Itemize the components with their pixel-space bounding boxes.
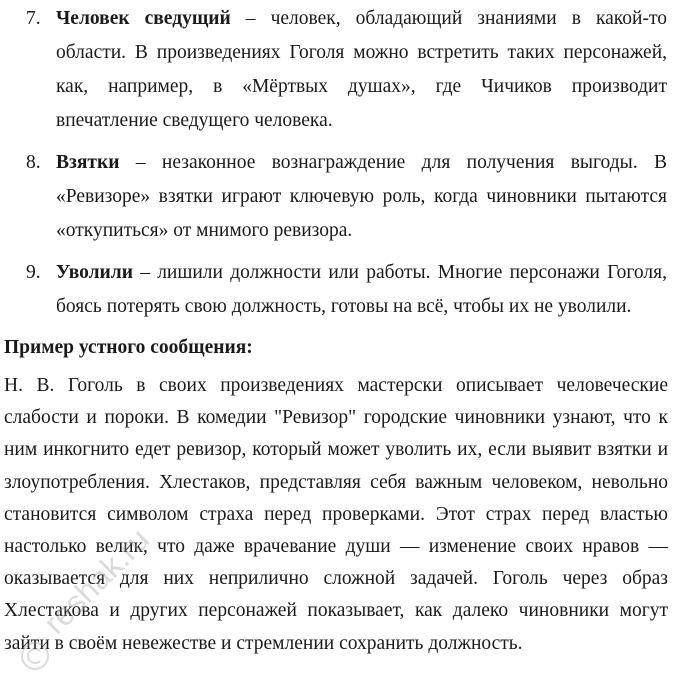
glossary-item-7 xyxy=(0,2,675,138)
glossary-item-8 xyxy=(0,146,675,248)
glossary-term: Человек сведущий xyxy=(56,8,231,29)
section-heading: Пример устного сообщения: xyxy=(4,337,253,358)
item-number: 8. xyxy=(26,152,41,173)
glossary-term: Взятки xyxy=(56,152,120,173)
watermark-text: reshak.ru xyxy=(36,521,157,641)
glossary-definition: – незаконное вознаграждение для получения выгоды. В «Ревизоре» взятки играют ключевую роль, когда чиновники пытаются «откупиться» от мнимого ревизора. xyxy=(56,152,667,241)
glossary-list xyxy=(0,2,675,324)
glossary-item-9 xyxy=(0,256,675,324)
glossary-term: Уволили xyxy=(56,262,133,283)
item-number: 7. xyxy=(26,8,41,29)
item-number: 9. xyxy=(26,262,41,283)
glossary-definition: – лишили должности или работы. Многие персонажи Гоголя, боясь потерять свою должность, готовы на всё, чтобы их не уволили. xyxy=(56,262,667,317)
oral-message-paragraph: Н. В. Гоголь в своих произведениях мастерски описывает человеческие слабости и пороки. В комедии "Ревизор" городские чиновники узнают, что к ним инкогнито едет ревизор, который может уволить их, если выявит взятки и злоупотребления. Хлестаков, представляя себя важным человеком, невольно становится символом страха перед проверками. Этот страх перед властью настолько велик, что даже врачевание души — изменение своих нравов — оказывается для них неприлично сложной задачей. Гоголь через образ Хлестакова и других персонажей показывает, как далеко чиновники могут зайти в своём невежестве и стремлении сохранить должность. xyxy=(4,375,668,654)
glossary-definition: – человек, обладающий знаниями в какой-то области. В произведениях Гоголя можно встретить таких персонажей, как, например, в «Мёртвых душах», где Чичиков производит впечатление сведущего человека. xyxy=(56,8,667,131)
